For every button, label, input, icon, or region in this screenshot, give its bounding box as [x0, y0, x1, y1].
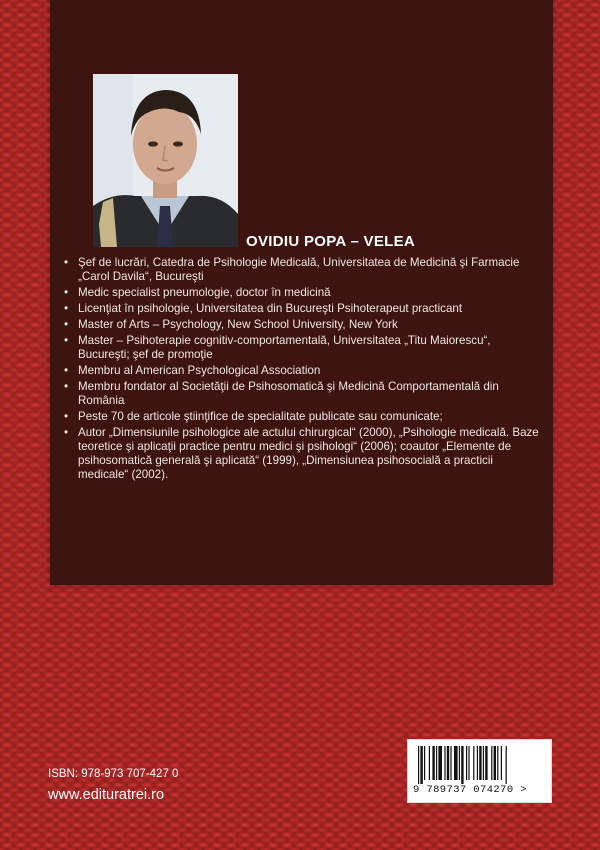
bio-list: [62, 256, 540, 484]
barcode-number: 9 789737 074270 >: [413, 784, 527, 796]
barcode-bars: [416, 746, 543, 784]
author-photo: [93, 74, 238, 247]
bio-item: • Master of Arts – Psychology, New School University, New York: [62, 318, 540, 332]
bio-item: • Licenţiat în psihologie, Universitatea din Bucureşti Psihoterapeut practicant: [62, 302, 540, 316]
isbn-text: ISBN: 978-973 707-427 0: [48, 768, 179, 780]
bio-item: • Peste 70 de articole ştiinţifice de specialitate publicate sau comunicate;: [62, 410, 540, 424]
barcode: [407, 739, 552, 803]
bio-item: • Şef de lucrări, Catedra de Psihologie Medicală, Universitatea de Medicină şi Farmacie „Carol Davila“, Bucureşti: [62, 256, 540, 284]
bio-item: • Autor „Dimensiunile psihologice ale actului chirurgical“ (2000), „Psihologie medicală. Baze teoretice şi aplicaţii practice pentru medici şi psihologi“ (2006); coautor „Elemente de psihosomatică generală şi aplicată“ (1999), „Dimensiunea psihosocială a practicii medicale“ (2002).: [62, 426, 540, 482]
bio-item: • Membru fondator al Societăţii de Psihosomatică şi Medicină Comportamentală din România: [62, 380, 540, 408]
bio-item: • Master – Psihoterapie cognitiv-comportamentală, Universitatea „Titu Maiorescu“, Bucureşti; şef de promoţie: [62, 334, 540, 362]
publisher-website: www.edituratrei.ro: [48, 787, 165, 803]
bio-item: • Membru al American Psychological Association: [62, 364, 540, 378]
author-name: OVIDIU POPA – VELEA: [246, 233, 416, 250]
bio-item: • Medic specialist pneumologie, doctor în medicină: [62, 286, 540, 300]
